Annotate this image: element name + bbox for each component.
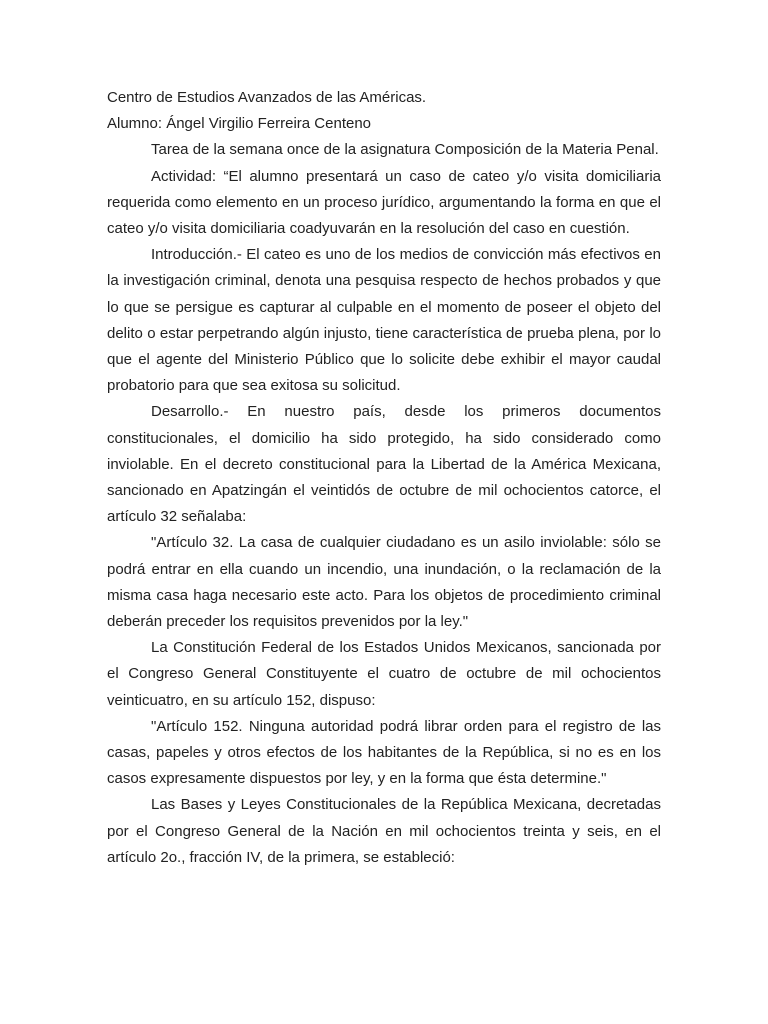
quote-article-152: "Artículo 152. Ninguna autoridad podrá librar orden para el registro de las casas, papeles y otros efectos de los habitantes de la República, si no es en los casos expresamente dispuestos por ley, y en la forma que ésta determine." [107,717,661,788]
paragraph-development: Desarrollo.- En nuestro país, desde los primeros documentos constitucionales, el domicilio ha sido protegido, ha sido considerado como inviolable. En el decreto constitucional para la Libertad de la América Mexicana, sancionado en Apatzingán el veintidós de octubre de mil ochocientos catorce, el artículo 32 señalaba: [107,403,661,526]
student-line: Alumno: Ángel Virgilio Ferreira Centeno [107,115,372,133]
paragraph-constitutional-bases: Las Bases y Leyes Constitucionales de la República Mexicana, decretadas por el Congreso General de la Nación en mil ochocientos treinta y seis, en el artículo 2o., fracción IV, de la primera, se estableció: [107,796,661,866]
paragraph-assignment: Tarea de la semana once de la asignatura Composición de la Materia Penal. [151,141,659,159]
quote-article-32: "Artículo 32. La casa de cualquier ciudadano es un asilo inviolable: sólo se podrá entrar en ella cuando un incendio, una inundación, o la reclamación de la misma casa haga necesario este acto. Para los objetos de procedimiento criminal deberán preceder los requisitos prevenidos por la ley." [107,534,661,631]
paragraph-federal-constitution: La Constitución Federal de los Estados Unidos Mexicanos, sancionada por el Congreso General Constituyente el cuatro de octubre de mil ochocientos veinticuatro, en su artículo 152, dispuso: [107,639,661,709]
paragraph-introduction: Introducción.- El cateo es uno de los medios de convicción más efectivos en la investigación criminal, denota una pesquisa respecto de hechos probados y que lo que se persigue es capturar al culpable en el momento de poseer el objeto del delito o estar perpetrando algún injusto, tiene característica de prueba plena, por lo que el agente del Ministerio Público que lo solicite debe exhibir el mayor caudal probatorio para que sea exitosa su solicitud. [107,246,661,395]
document-page [107,85,661,871]
institution-line: Centro de Estudios Avanzados de las Américas. [107,89,427,106]
paragraph-activity: Actividad: “El alumno presentará un caso de cateo y/o visita domiciliaria requerida como elemento en un proceso jurídico, argumentando la forma en que el cateo y/o visita domiciliaria coadyuvarán en la resolución del caso en cuestión. [107,167,661,238]
